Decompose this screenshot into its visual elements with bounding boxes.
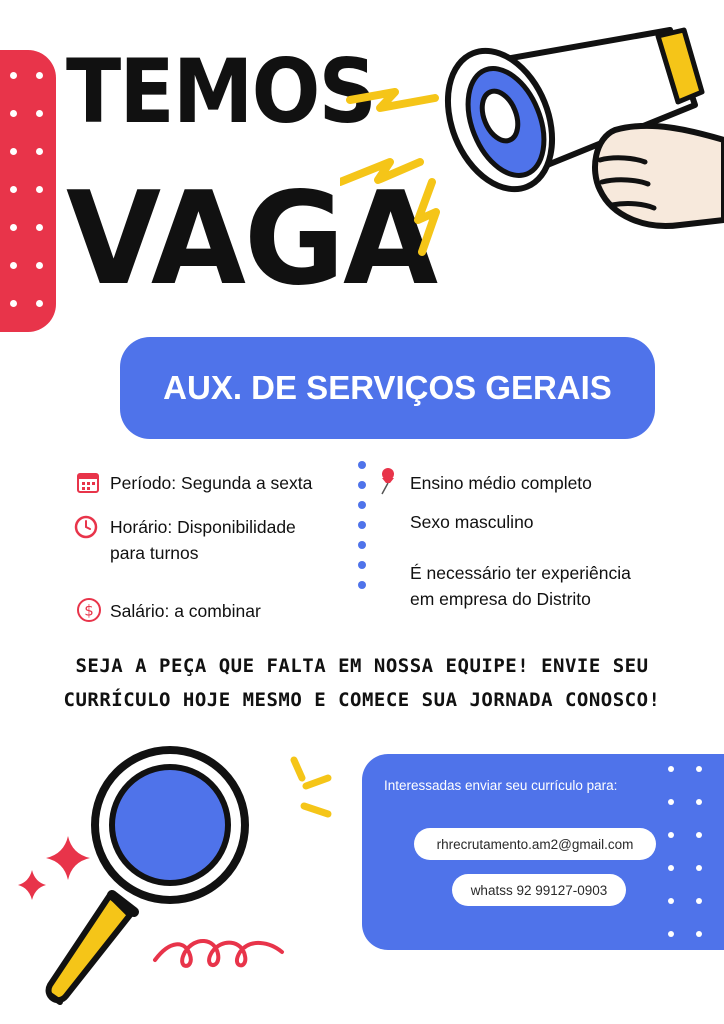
headline-vaga: VAGA bbox=[66, 165, 437, 314]
experiencia-line1: É necessário ter experiência bbox=[410, 563, 631, 583]
dollar-icon bbox=[76, 597, 102, 623]
job-title: AUX. DE SERVIÇOS GERAIS bbox=[163, 369, 612, 406]
clock-icon bbox=[74, 515, 98, 539]
cta-line2: CURRÍCULO HOJE MESMO E COMECE SUA JORNADA CONOSCO! bbox=[63, 689, 661, 711]
contact-title: Interessadas enviar seu currículo para: bbox=[384, 778, 618, 793]
horario-text bbox=[110, 514, 296, 566]
calendar-icon bbox=[76, 470, 100, 494]
accent-lines-icon bbox=[286, 756, 336, 830]
experiencia-line2: em empresa do Distrito bbox=[410, 589, 591, 609]
horario-line1: Horário: Disponibilidade bbox=[110, 517, 296, 537]
horario-line2: para turnos bbox=[110, 543, 199, 563]
megaphone-icon bbox=[440, 20, 724, 260]
periodo-text: Período: Segunda a sexta bbox=[110, 473, 313, 493]
salario-text: Salário: a combinar bbox=[110, 601, 261, 621]
headline-temos: TEMOS bbox=[66, 40, 376, 143]
svg-text:$: $ bbox=[84, 601, 94, 620]
squiggle-icon bbox=[150, 930, 290, 980]
email-pill[interactable]: rhrecrutamento.am2@gmail.com bbox=[414, 828, 656, 860]
cta-line1: SEJA A PEÇA QUE FALTA EM NOSSA EQUIPE! ENVIE SEU bbox=[75, 655, 649, 677]
red-dotted-strip bbox=[0, 50, 56, 332]
whatsapp-pill[interactable]: whatss 92 99127-0903 bbox=[452, 874, 626, 906]
pushpin-icon bbox=[374, 466, 400, 496]
experiencia-text bbox=[410, 560, 631, 612]
sexo-text: Sexo masculino bbox=[410, 512, 534, 532]
job-title-banner bbox=[120, 337, 655, 439]
sparkle-icon bbox=[10, 830, 100, 910]
ensino-text: Ensino médio completo bbox=[410, 473, 592, 493]
